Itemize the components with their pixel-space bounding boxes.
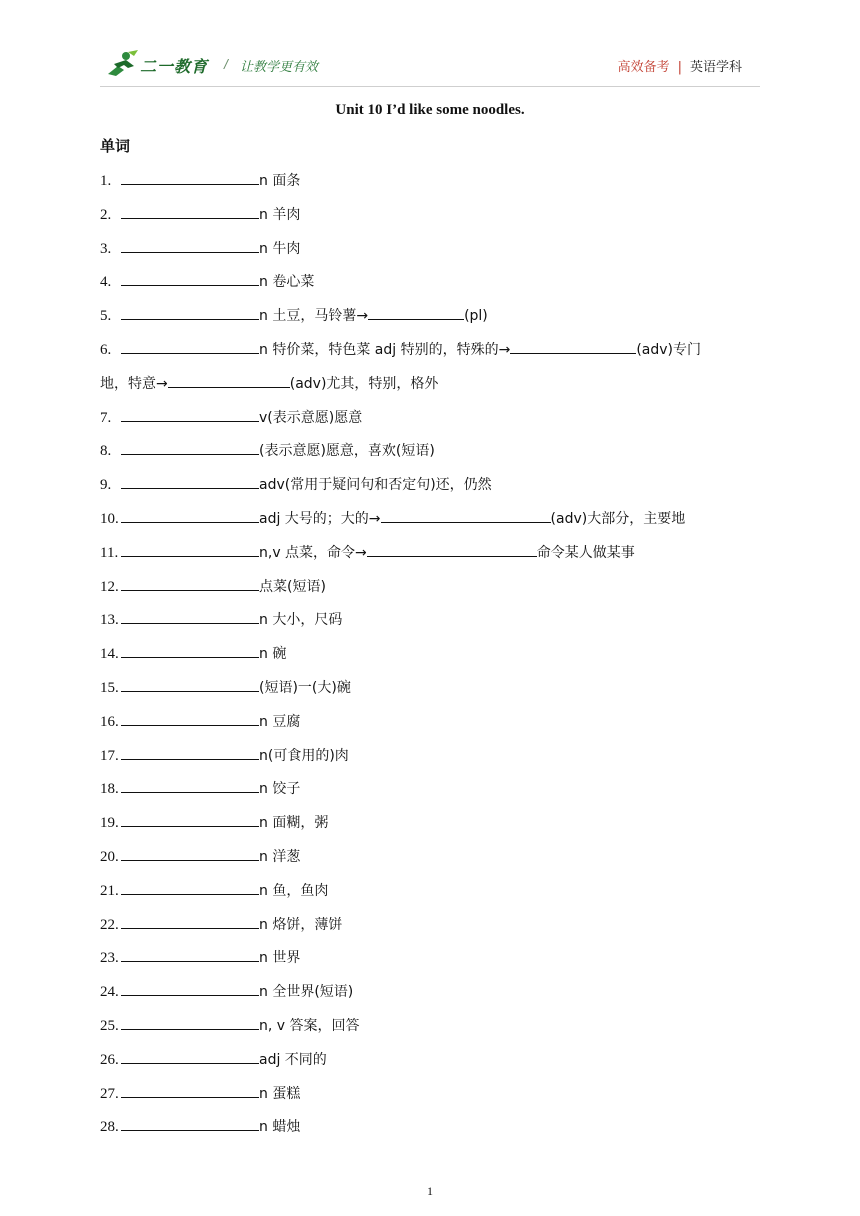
- vocab-item: [100, 745, 349, 766]
- extra-answer-blank[interactable]: [381, 508, 551, 523]
- vocab-item: [100, 880, 328, 901]
- extra-answer-blank[interactable]: [367, 542, 537, 557]
- extra-answer-blank[interactable]: [510, 339, 636, 354]
- item-continued-text: 地，特意→: [100, 375, 168, 392]
- item-definition: n 土豆，马铃薯→: [259, 308, 369, 325]
- item-extra-text: (pl): [464, 308, 488, 325]
- answer-blank[interactable]: [121, 238, 259, 253]
- answer-blank[interactable]: [121, 204, 259, 219]
- item-number: 16.: [100, 713, 119, 730]
- item-number: 17.: [100, 747, 119, 764]
- page-number: 1: [427, 1184, 433, 1198]
- item-extra-text: (adv)专门: [636, 342, 701, 358]
- item-number: 28.: [100, 1119, 119, 1136]
- extra-answer-blank[interactable]: [368, 305, 464, 320]
- item-number: 25.: [100, 1018, 119, 1034]
- page-title: Unit 10 I’d like some noodles.: [335, 102, 525, 118]
- item-number: 23.: [100, 950, 119, 967]
- item-number: 6.: [100, 342, 112, 358]
- vocab-item: [100, 542, 635, 563]
- item-number: 15.: [100, 680, 119, 696]
- answer-blank[interactable]: [121, 711, 259, 726]
- vocab-item: [100, 238, 300, 259]
- item-definition: n 蜡烛: [259, 1119, 301, 1136]
- item-number: 13.: [100, 612, 119, 629]
- item-extra-text: 命令某人做某事: [536, 544, 635, 561]
- item-number: 1.: [100, 173, 112, 189]
- vocab-item: [100, 711, 300, 732]
- item-definition: n 饺子: [259, 781, 301, 798]
- item-extra-text: (adv)大部分，主要地: [550, 511, 686, 527]
- item-definition: adv(常用于疑问句和否定句)还，仍然: [259, 477, 492, 494]
- item-definition: n,v 点菜，命令→: [259, 544, 367, 561]
- item-number: 8.: [100, 443, 112, 460]
- vocab-item: [100, 914, 342, 935]
- answer-blank[interactable]: [121, 1116, 259, 1131]
- item-number: 5.: [100, 308, 112, 325]
- vocab-item: [100, 812, 328, 833]
- item-continued-text: (adv)尤其，特别，格外: [289, 375, 439, 392]
- extra-answer-blank[interactable]: [168, 373, 290, 388]
- item-definition: n 烙饼，薄饼: [259, 916, 343, 933]
- item-number: 19.: [100, 815, 119, 832]
- header-tag-primary: 高效备考: [617, 60, 670, 75]
- vocab-item: [100, 643, 286, 664]
- answer-blank[interactable]: [121, 981, 259, 996]
- answer-blank[interactable]: [121, 677, 259, 692]
- vocab-item: [100, 204, 300, 225]
- item-definition: n(可食用的)肉: [259, 747, 349, 764]
- header-slash: /: [224, 56, 228, 72]
- item-definition: n 特价菜，特色菜 adj 特别的，特殊的→: [259, 342, 511, 358]
- item-number: 11.: [100, 544, 119, 561]
- item-number: 2.: [100, 206, 112, 223]
- answer-blank[interactable]: [121, 846, 259, 861]
- item-definition: adj 大号的；大的→: [259, 511, 381, 527]
- vocab-item: [100, 778, 300, 799]
- vocab-item: [100, 947, 300, 968]
- item-number: 26.: [100, 1051, 119, 1068]
- header-rule: [100, 86, 760, 87]
- item-definition: adj 不同的: [259, 1051, 327, 1068]
- answer-blank[interactable]: [121, 170, 259, 185]
- vocab-item: [100, 440, 435, 461]
- answer-blank[interactable]: [121, 305, 259, 320]
- item-definition: n 羊肉: [259, 206, 301, 223]
- item-definition: (短语)一(大)碗: [259, 680, 351, 696]
- page-header: [0, 0, 860, 90]
- item-definition: 点菜(短语): [259, 578, 326, 595]
- vocab-item: [100, 1049, 327, 1070]
- item-number: 27.: [100, 1085, 119, 1102]
- vocab-item: [100, 1083, 300, 1104]
- item-definition: v(表示意愿)愿意: [259, 409, 363, 426]
- item-definition: n 鱼，鱼肉: [259, 882, 329, 899]
- item-number: 3.: [100, 240, 112, 257]
- answer-blank[interactable]: [121, 440, 259, 455]
- vocab-item: [100, 677, 351, 698]
- item-number: 21.: [100, 882, 119, 899]
- item-number: 22.: [100, 916, 119, 933]
- answer-blank[interactable]: [121, 339, 259, 354]
- vocab-item: [100, 407, 362, 428]
- item-definition: n 全世界(短语): [259, 984, 354, 1001]
- vocab-item: [100, 846, 300, 867]
- header-tag-subject: 英语学科: [689, 60, 742, 75]
- item-definition: n 面条: [259, 173, 301, 189]
- answer-blank[interactable]: [121, 1083, 259, 1098]
- item-number: 10.: [100, 511, 119, 527]
- brand-name: 二一教育: [140, 59, 209, 76]
- answer-blank[interactable]: [121, 1015, 259, 1030]
- item-number: 9.: [100, 477, 112, 494]
- answer-blank[interactable]: [121, 271, 259, 286]
- answer-blank[interactable]: [121, 508, 259, 523]
- item-definition: n 面糊，粥: [259, 815, 329, 832]
- item-definition: n 蛋糕: [259, 1085, 301, 1102]
- item-number: 14.: [100, 646, 119, 663]
- item-definition: n 洋葱: [259, 849, 301, 865]
- vocab-item: [100, 339, 701, 360]
- vocab-item: [100, 305, 488, 326]
- item-number: 18.: [100, 781, 119, 798]
- item-definition: n 世界: [259, 950, 301, 967]
- item-definition: n 豆腐: [259, 713, 301, 730]
- item-definition: (表示意愿)愿意，喜欢(短语): [259, 443, 435, 460]
- vocab-item: [100, 609, 342, 630]
- item-definition: n, v 答案，回答: [259, 1018, 360, 1034]
- answer-blank[interactable]: [121, 609, 259, 624]
- section-heading: 单词: [100, 137, 131, 155]
- item-number: 7.: [100, 409, 112, 426]
- answer-blank[interactable]: [121, 812, 259, 827]
- answer-blank[interactable]: [121, 880, 259, 895]
- vocab-item: [100, 508, 685, 529]
- vocab-item: [100, 1116, 300, 1137]
- item-number: 24.: [100, 984, 119, 1001]
- answer-blank[interactable]: [121, 643, 259, 658]
- item-number: 20.: [100, 849, 119, 865]
- brand-slogan: 让教学更有效: [240, 60, 319, 75]
- answer-blank[interactable]: [121, 542, 259, 557]
- item-definition: n 大小，尺码: [259, 612, 343, 629]
- item-definition: n 牛肉: [259, 240, 301, 257]
- answer-blank[interactable]: [121, 914, 259, 929]
- answer-blank[interactable]: [121, 745, 259, 760]
- answer-blank[interactable]: [121, 474, 259, 489]
- answer-blank[interactable]: [121, 576, 259, 591]
- vocab-item: [100, 170, 300, 191]
- item-definition: n 碗: [259, 646, 287, 663]
- vocab-item: [100, 981, 353, 1002]
- vocab-item: [100, 1015, 360, 1036]
- vocab-item-continued: [100, 373, 438, 394]
- item-number: 12.: [100, 578, 119, 595]
- answer-blank[interactable]: [121, 778, 259, 793]
- vocab-item: [100, 474, 492, 495]
- header-separator: |: [677, 60, 682, 75]
- item-number: 4.: [100, 274, 112, 291]
- answer-blank[interactable]: [121, 407, 259, 422]
- vocab-item: [100, 576, 326, 597]
- vocab-item: [100, 271, 314, 292]
- header-right: [618, 56, 742, 75]
- item-definition: n 卷心菜: [259, 274, 315, 291]
- answer-blank[interactable]: [121, 947, 259, 962]
- answer-blank[interactable]: [121, 1049, 259, 1064]
